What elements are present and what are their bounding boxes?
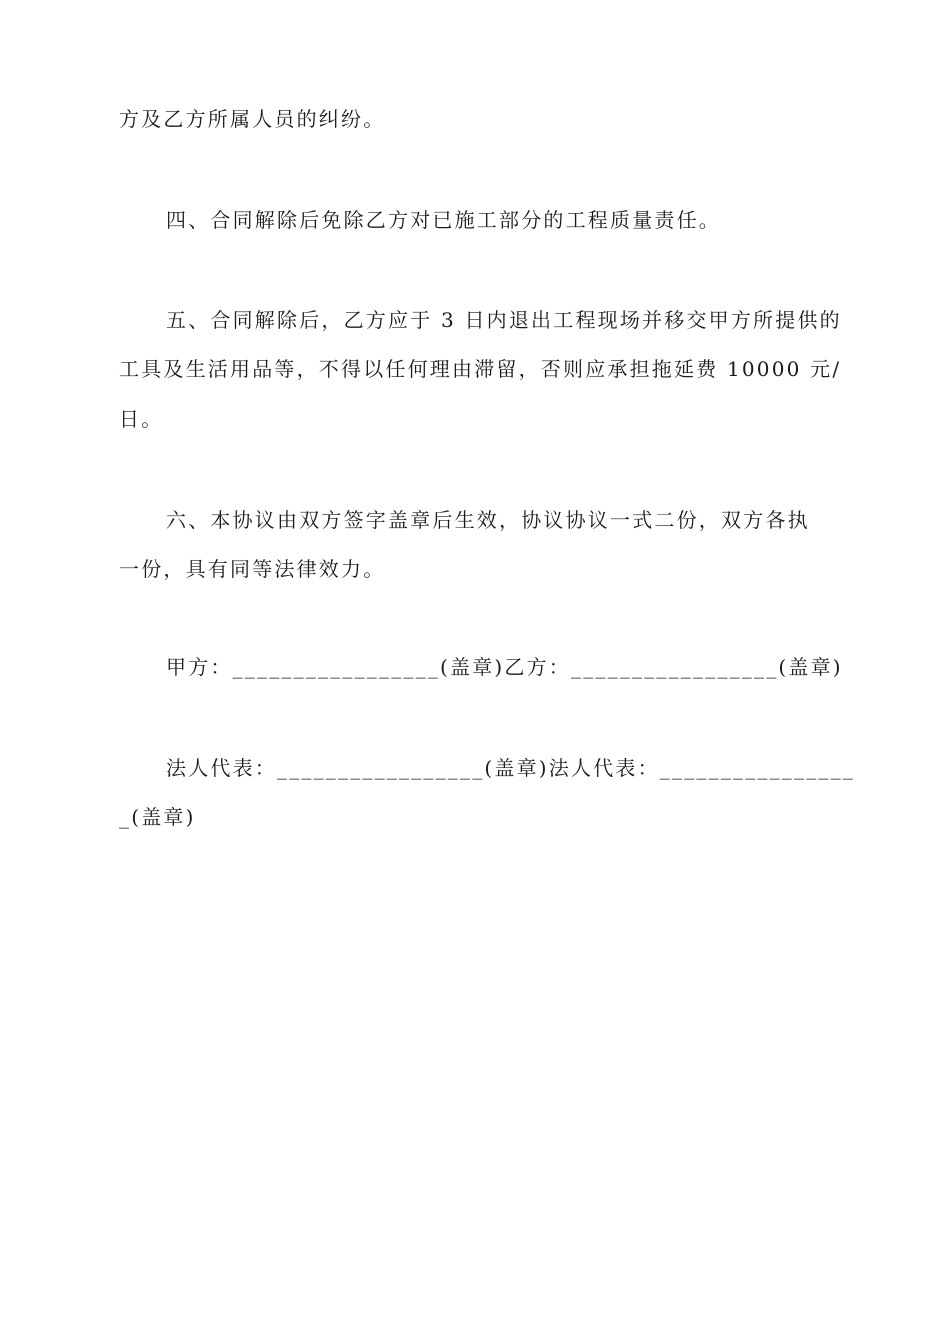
text-line: 日。 bbox=[119, 407, 164, 431]
clause-4 bbox=[0, 203, 950, 237]
text-line: 工具及生活用品等，不得以任何理由滞留，否则应承担拖延费 10000 元/ bbox=[119, 357, 842, 381]
signature-party-line bbox=[0, 650, 950, 684]
clause-6-line-2 bbox=[0, 552, 950, 586]
text-line: 六、本协议由双方签字盖章后生效，协议协议一式二份，双方各执 bbox=[166, 508, 810, 532]
clause-5-line-2 bbox=[0, 352, 950, 386]
text-line: 法人代表：_________________(盖章)法人代表：________________ bbox=[166, 756, 856, 780]
text-line: _(盖章) bbox=[119, 805, 196, 829]
text-line: 方及乙方所属人员的纠纷。 bbox=[119, 107, 386, 131]
text-line: 甲方：_________________(盖章)乙方：_________________(盖章) bbox=[166, 655, 843, 679]
signature-legal-rep-line bbox=[0, 751, 950, 785]
clause-5-line-3 bbox=[0, 402, 950, 436]
text-line: 四、合同解除后免除乙方对已施工部分的工程质量责任。 bbox=[166, 208, 721, 232]
clause-5 bbox=[0, 303, 950, 337]
clause-6 bbox=[0, 503, 950, 537]
signature-legal-rep-line-2 bbox=[0, 800, 950, 834]
text-line: 一份，具有同等法律效力。 bbox=[119, 557, 386, 581]
paragraph-3-continuation bbox=[0, 102, 950, 136]
text-line: 五、合同解除后，乙方应于 3 日内退出工程现场并移交甲方所提供的 bbox=[166, 308, 842, 332]
